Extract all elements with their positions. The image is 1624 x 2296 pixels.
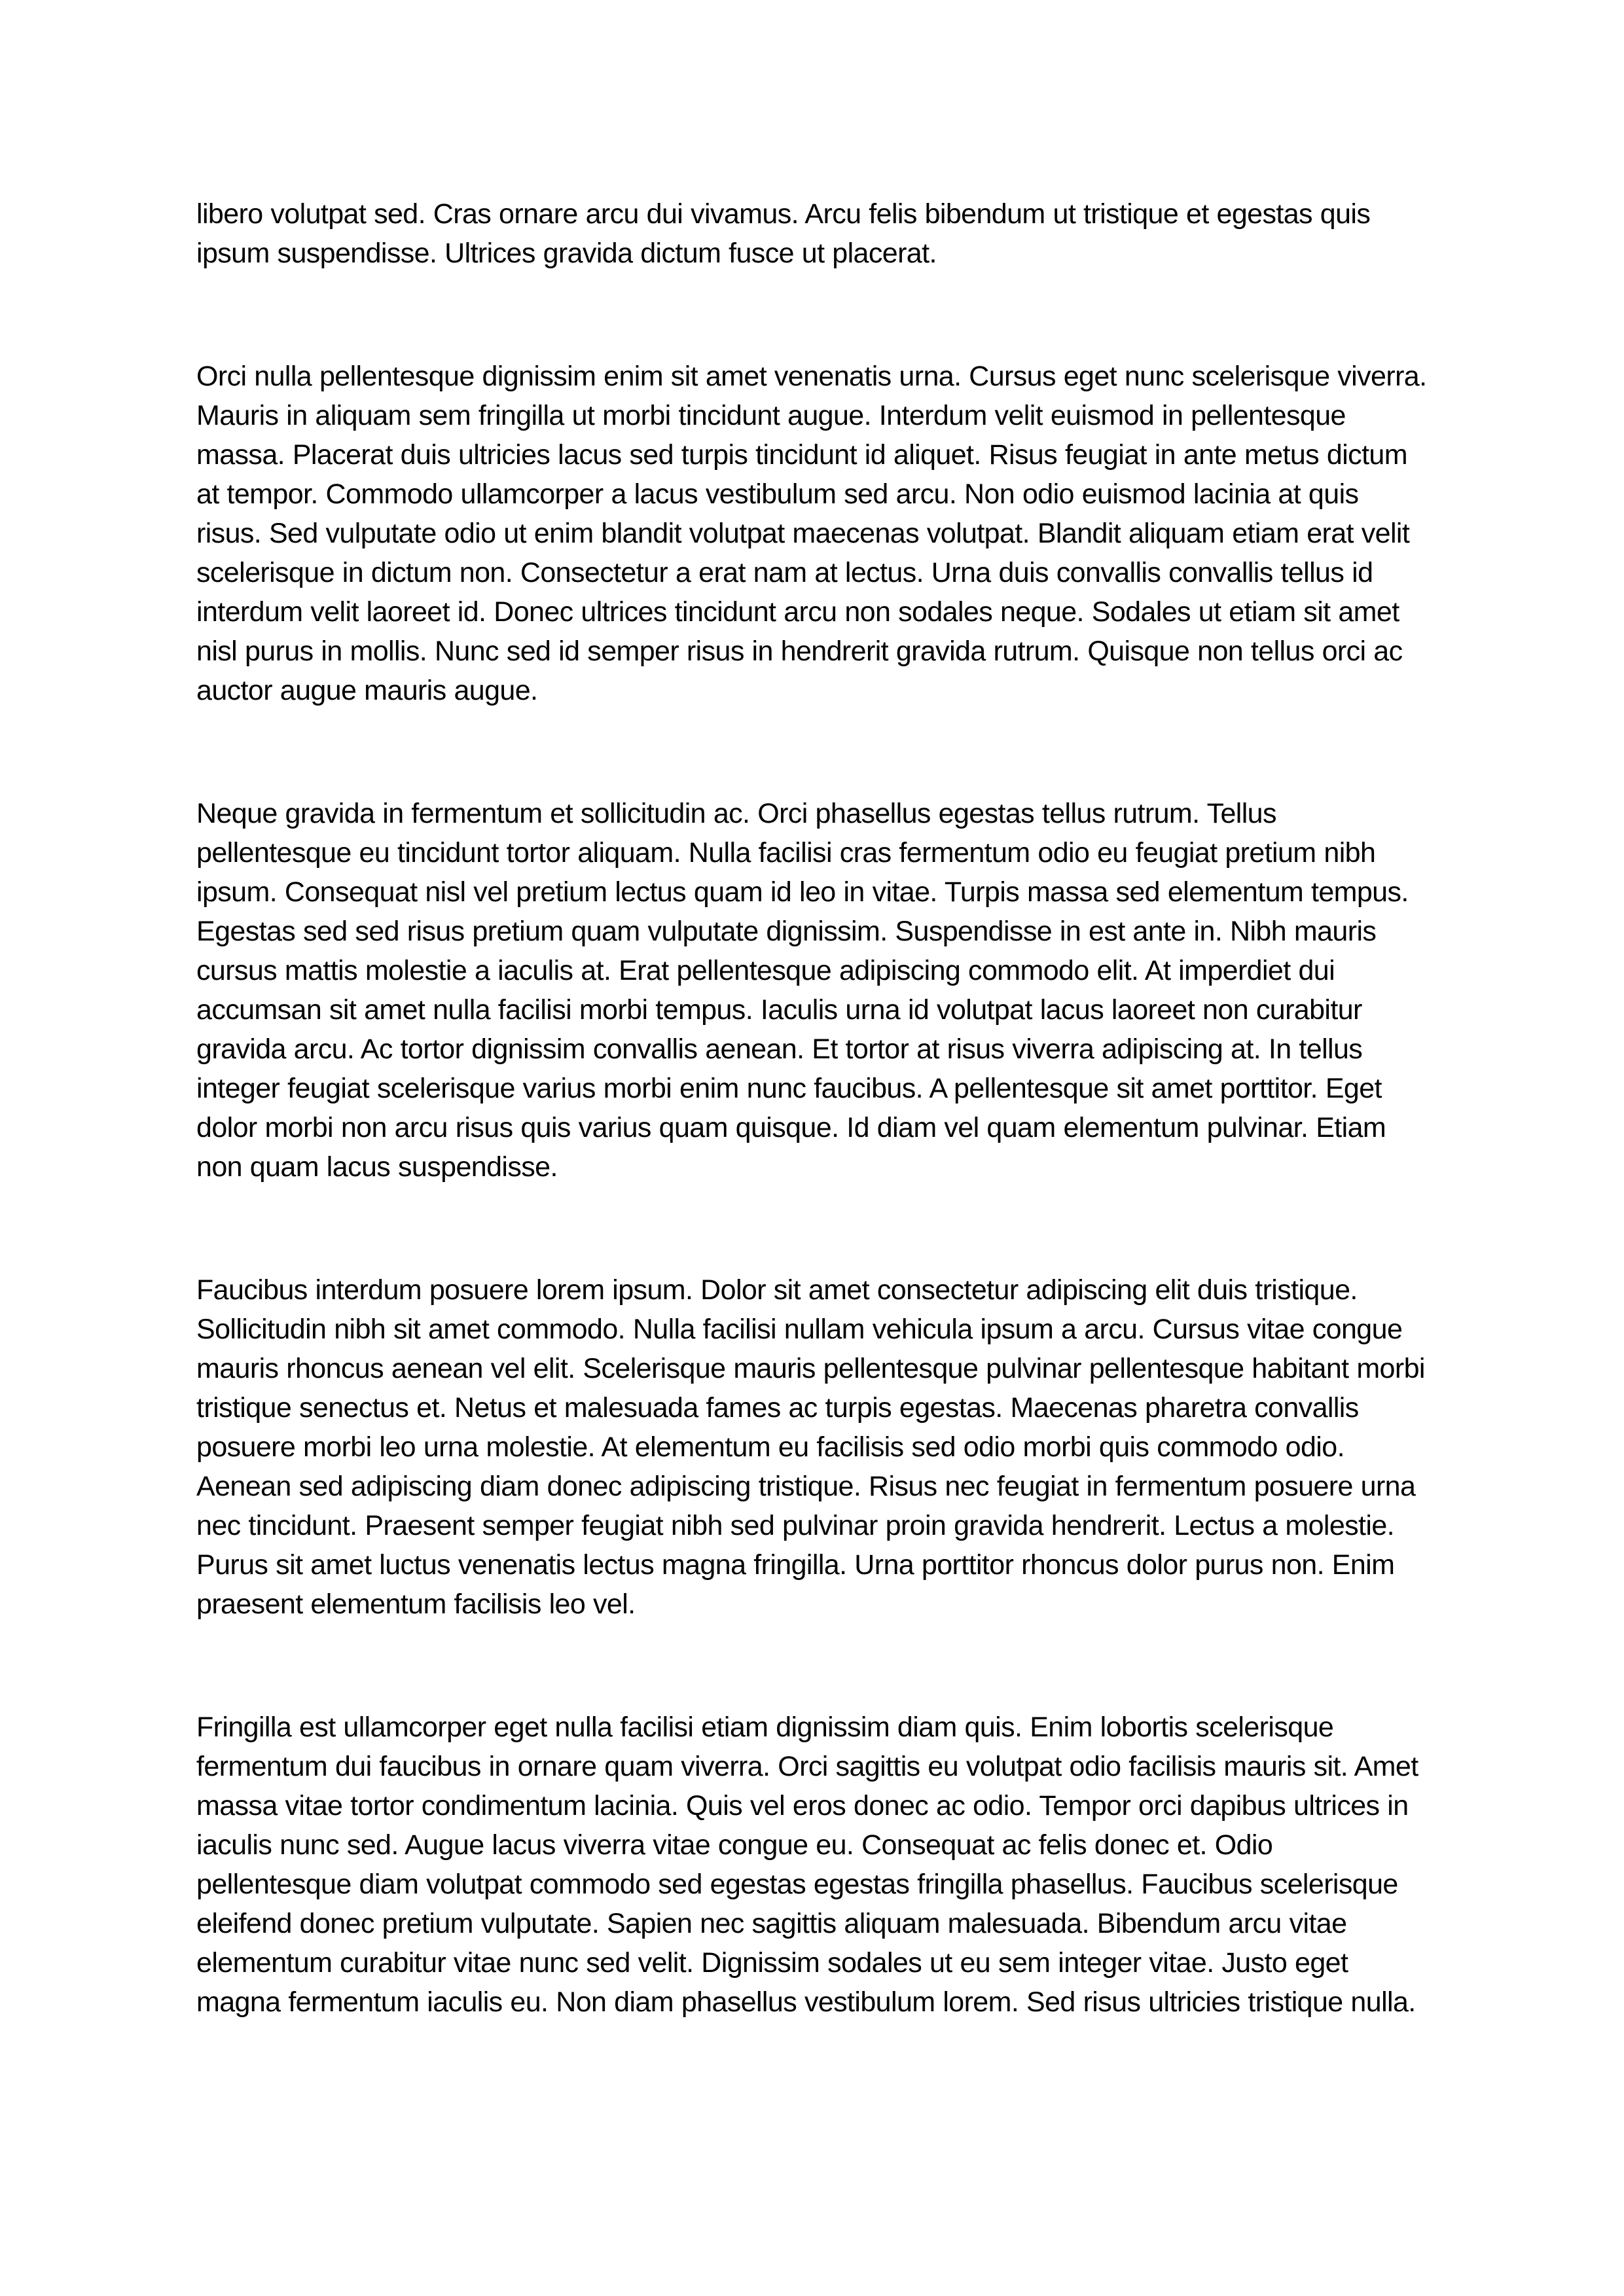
paragraph-3: Neque gravida in fermentum et sollicitudin ac. Orci phasellus egestas tellus rutrum. Tellus pellentesque eu tincidunt tortor aliquam. Nulla facilisi cras fermentum odio eu feugiat pretium nibh ipsum. Consequat nisl vel pretium lectus quam id leo in vitae. Turpis massa sed elementum tempus. Egestas sed sed risus pretium quam vulputate dignissim. Suspendisse in est ante in. Nibh mauris cursus mattis molestie a iaculis at. Erat pellentesque adipiscing commodo elit. At imperdiet dui accumsan sit amet nulla facilisi morbi tempus. Iaculis urna id volutpat lacus laoreet non curabitur gravida arcu. Ac tortor dignissim convallis aenean. Et tortor at risus viverra adipiscing at. In tellus integer feugiat scelerisque varius morbi enim nunc faucibus. A pellentesque sit amet porttitor. Eget dolor morbi non arcu risus quis varius quam quisque. Id diam vel quam elementum pulvinar. Etiam non quam lacus suspendisse.	[196, 798, 1409, 1183]
paragraph-2: Orci nulla pellentesque dignissim enim sit amet venenatis urna. Cursus eget nunc scelerisque viverra. Mauris in aliquam sem fringilla ut morbi tincidunt augue. Interdum velit euismod in pellentesque massa. Placerat duis ultricies lacus sed turpis tincidunt id aliquet. Risus feugiat in ante metus dictum at tempor. Commodo ullamcorper a lacus vestibulum sed arcu. Non odio euismod lacinia at quis risus. Sed vulputate odio ut enim blandit volutpat maecenas volutpat. Blandit aliquam etiam erat velit scelerisque in dictum non. Consectetur a erat nam at lectus. Urna duis convallis convallis tellus id interdum velit laoreet id. Donec ultrices tincidunt arcu non sodales neque. Sodales ut etiam sit amet nisl purus in mollis. Nunc sed id semper risus in hendrerit gravida rutrum. Quisque non tellus orci ac auctor augue mauris augue.	[196, 361, 1427, 706]
paragraph-1: libero volutpat sed. Cras ornare arcu dui vivamus. Arcu felis bibendum ut tristique et egestas quis ipsum suspendisse. Ultrices gravida dictum fusce ut placerat.	[196, 198, 1371, 269]
paragraph-5: Fringilla est ullamcorper eget nulla facilisi etiam dignissim diam quis. Enim lobortis scelerisque fermentum dui faucibus in ornare quam viverra. Orci sagittis eu volutpat odio facilisis mauris sit. Amet massa vitae tortor condimentum lacinia. Quis vel eros donec ac odio. Tempor orci dapibus ultrices in iaculis nunc sed. Augue lacus viverra vitae congue eu. Consequat ac felis donec et. Odio pellentesque diam volutpat commodo sed egestas egestas fringilla phasellus. Faucibus scelerisque eleifend donec pretium vulputate. Sapien nec sagittis aliquam malesuada. Bibendum arcu vitae elementum curabitur vitae nunc sed velit. Dignissim sodales ut eu sem integer vitae. Justo eget magna fermentum iaculis eu. Non diam phasellus vestibulum lorem. Sed risus ultricies tristique nulla.	[196, 1712, 1418, 2018]
paragraph-4: Faucibus interdum posuere lorem ipsum. Dolor sit amet consectetur adipiscing elit duis tristique. Sollicitudin nibh sit amet commodo. Nulla facilisi nullam vehicula ipsum a arcu. Cursus vitae congue mauris rhoncus aenean vel elit. Scelerisque mauris pellentesque pulvinar pellentesque habitant morbi tristique senectus et. Netus et malesuada fames ac turpis egestas. Maecenas pharetra convallis posuere morbi leo urna molestie. At elementum eu facilisis sed odio morbi quis commodo odio. Aenean sed adipiscing diam donec adipiscing tristique. Risus nec feugiat in fermentum posuere urna nec tincidunt. Praesent semper feugiat nibh sed pulvinar proin gravida hendrerit. Lectus a molestie. Purus sit amet luctus venenatis lectus magna fringilla. Urna porttitor rhoncus dolor purus non. Enim praesent elementum facilisis leo vel.	[196, 1274, 1425, 1620]
